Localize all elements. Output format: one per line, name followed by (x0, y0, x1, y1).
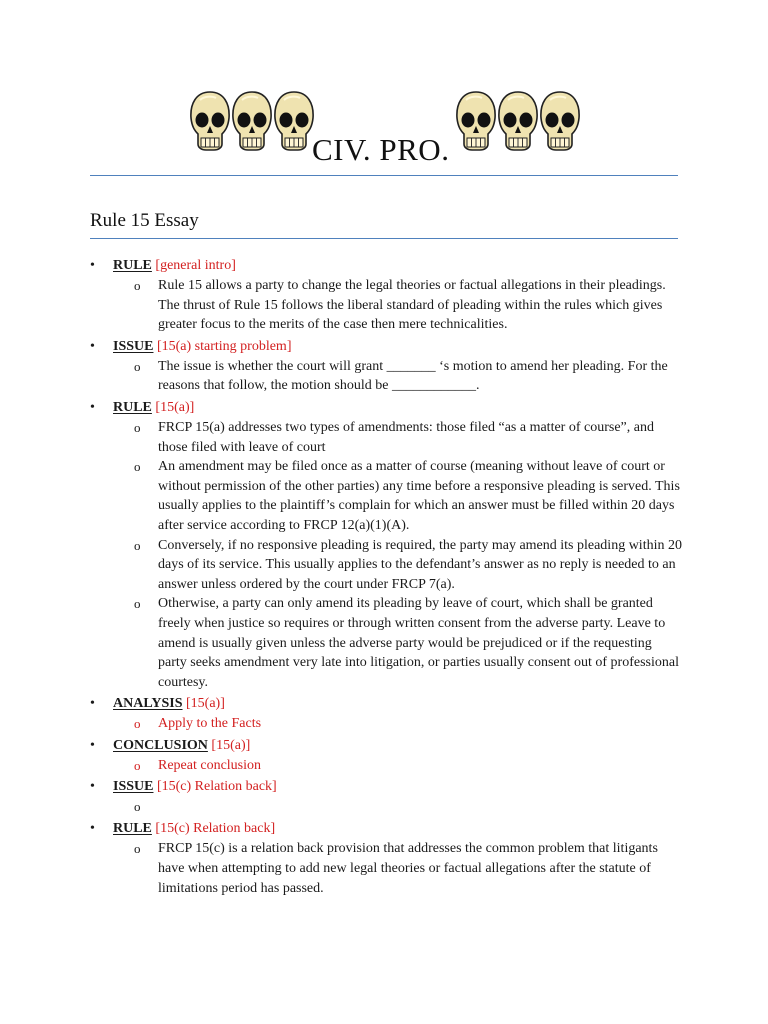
skull-icon (270, 88, 318, 158)
sub-list (113, 839, 682, 898)
skull-icon (536, 88, 584, 158)
section-heading: Rule 15 Essay (90, 210, 199, 231)
outline-item-tag: [15(c) Relation back] (151, 821, 276, 837)
outline-item-label: ANALYSIS (113, 696, 183, 712)
sub-list (113, 756, 682, 776)
skull-icon (228, 88, 276, 158)
outline-item-tag: [15(a)] (207, 737, 251, 753)
outline-item-label: ISSUE (113, 779, 154, 795)
heading-divider (90, 238, 678, 239)
outline-item-tag: [15(a)] (151, 399, 195, 415)
sub-list-item: o The issue is whether the court will grant _______ ‘s motion to amend her pleading. For the reasons that follow, the motion should be ____________. (113, 357, 682, 396)
outline-item-label: RULE (113, 821, 152, 837)
sub-list (113, 797, 682, 817)
outline-item-tag: [15(a)] (182, 696, 225, 712)
sub-list (113, 276, 682, 335)
outline-list (90, 256, 682, 900)
outline-item (90, 694, 682, 734)
outline-item-label: CONCLUSION (113, 737, 208, 753)
outline-item (90, 777, 682, 817)
outline-item-tag: [15(c) Relation back] (153, 779, 277, 795)
outline-item (90, 736, 682, 776)
document-title: CIV. PRO. (312, 132, 450, 167)
sub-list-item: o FRCP 15(a) addresses two types of amendments: those filed “as a matter of course”, and those filed with leave of court (113, 418, 682, 457)
outline-item (90, 337, 682, 396)
outline-item-label: RULE (113, 399, 152, 415)
skull-group-left (186, 88, 312, 158)
skull-icon (494, 88, 542, 158)
outline-item-tag: [15(a) starting problem] (153, 338, 292, 354)
skull-icon (452, 88, 500, 158)
outline-item (90, 819, 682, 898)
sub-list (113, 714, 682, 734)
sub-list-item: o FRCP 15(c) is a relation back provision that addresses the common problem that litigants have when attempting to add new legal theories or factual allegations after the statute of limitations period has passed. (113, 839, 682, 898)
sub-list-item: o Otherwise, a party can only amend its pleading by leave of court, which shall be granted freely when justice so requires or through written consent from the adverse party. Leave to amend is usually given unless the adverse party would be prejudiced or if the requesting party seeks amendment very late into litigation, or parties usually consent out of professional courtesy. (113, 594, 682, 692)
sub-list (113, 418, 682, 692)
sub-list-item: o Conversely, if no responsive pleading is required, the party may amend its pleading within 20 days of its service. This usually applies to the defendant’s answer as no reply is needed to an answer unless ordered by the court under FRCP 7(a). (113, 536, 682, 595)
outline-item-label: ISSUE (113, 338, 154, 354)
outline-item (90, 398, 682, 692)
outline-item-tag: [general intro] (151, 258, 236, 273)
skull-group-right (452, 88, 578, 158)
sub-list-item: o Rule 15 allows a party to change the legal theories or factual allegations in their pleadings. The thrust of Rule 15 follows the liberal standard of pleading within the rules which gives greater focus to the merits of the case then mere technicalities. (113, 276, 682, 335)
skull-icon (186, 88, 234, 158)
outline-item (90, 256, 682, 335)
sub-list (113, 357, 682, 396)
sub-list-item: o Apply to the Facts (113, 714, 682, 734)
title-divider (90, 175, 678, 176)
sub-list-item: o Repeat conclusion (113, 756, 682, 776)
sub-list-item (113, 797, 682, 817)
outline-item-label: RULE (113, 258, 152, 273)
sub-list-item: o An amendment may be filed once as a matter of course (meaning without leave of court or without permission of the other parties) any time before a responsive pleading is served. This usually applies to the plaintiff’s complain for which an answer must be filled within 20 days after service according to FRCP 12(a)(1)(A). (113, 457, 682, 535)
